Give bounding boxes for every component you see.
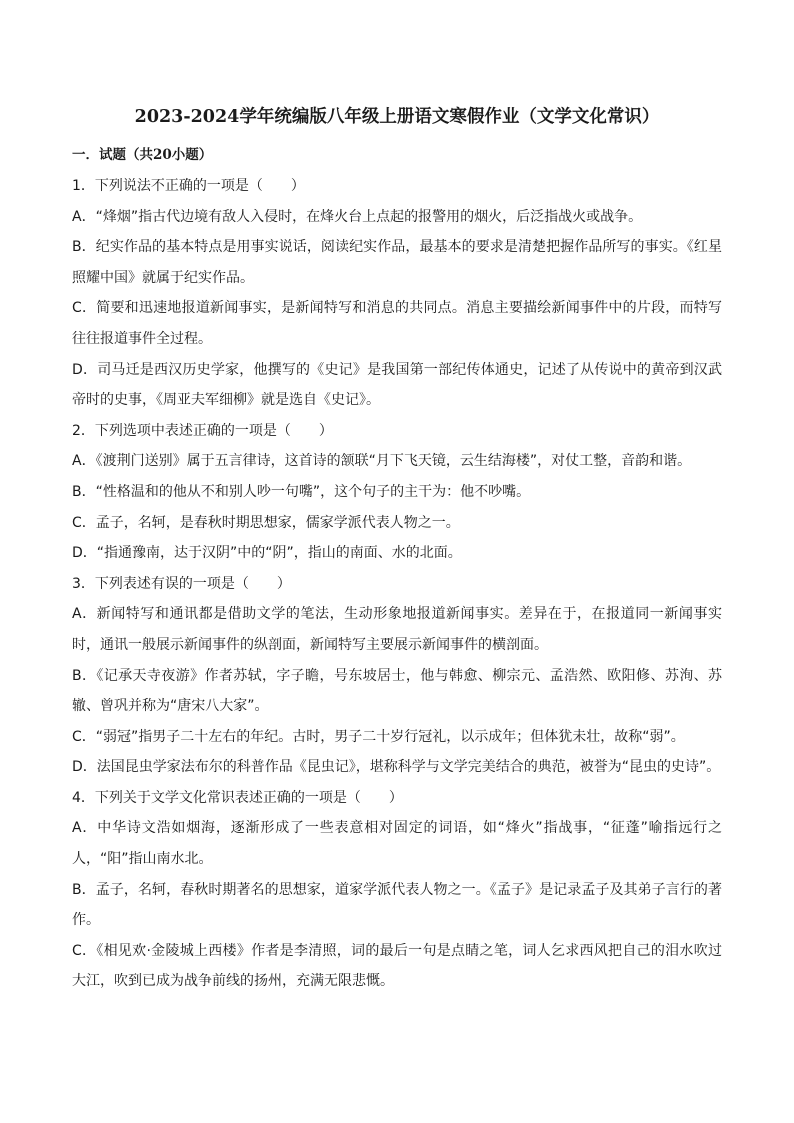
- option-c: C．简要和迅速地报道新闻事实，是新闻特写和消息的共同点。消息主要描绘新闻事件中的片段，而特写往往报道事件全过程。: [72, 300, 722, 347]
- option-a: A．“烽烟”指古代边境有敌人入侵时，在烽火台上点起的报警用的烟火，后泛指战火或战争。: [72, 208, 643, 225]
- option-c: C．孟子，名轲，是春秋时期思想家，儒家学派代表人物之一。: [72, 514, 460, 531]
- option-c: C．《相见欢·金陵城上西楼》作者是李清照，词的最后一句是点睛之笔，词人乞求西风把自己的泪水吹过大江，吹到已成为战争前线的扬州，充满无限悲慨。: [72, 942, 722, 990]
- option-d: D．司马迁是西汉历史学家，他撰写的《史记》是我国第一部纪传体通史，记述了从传说中的黄帝到汉武帝时的史事，《周亚夫军细柳》就是选自《史记》。: [72, 361, 722, 409]
- question-stem: 1．下列说法不正确的一项是（ ）: [72, 178, 305, 194]
- question-stem: 2．下列选项中表述正确的一项是（ ）: [72, 422, 333, 439]
- option-a: A．《渡荆门送别》属于五言律诗，这首诗的颔联“月下飞天镜，云生结海楼”，对仗工整，音韵和谐。: [72, 453, 692, 470]
- option-a: A．中华诗文浩如烟海，逐渐形成了一些表意相对固定的词语，如“烽火”指战事，“征蓬”喻指远行之人，“阳”指山南水北。: [72, 820, 722, 868]
- question-2: [72, 416, 722, 569]
- question-stem: 3．下列表述有误的一项是（ ）: [72, 575, 291, 592]
- option-d: D．“指通豫南，达于汉阴”中的“阴”，指山的南面、水的北面。: [72, 545, 462, 562]
- option-b: B．孟子，名轲，春秋时期著名的思想家，道家学派代表人物之一。《孟子》是记录孟子及其弟子言行的著作。: [72, 881, 722, 929]
- option-b: B．纪实作品的基本特点是用事实说话，阅读纪实作品，最基本的要求是清楚把握作品所写的事实。《红星照耀中国》就属于纪实作品。: [72, 239, 722, 286]
- page-title: 2023-2024学年统编版八年级上册语文寒假作业（文学文化常识）: [134, 107, 660, 127]
- question-stem: 4．下列关于文学文化常识表述正确的一项是（ ）: [72, 789, 403, 806]
- question-3: [72, 569, 722, 783]
- option-b: B．《记承天寺夜游》作者苏轼，字子瞻，号东坡居士，他与韩愈、柳宗元、孟浩然、欧阳修、苏洵、苏辙、曾巩并称为“唐宋八大家”。: [72, 667, 722, 715]
- question-4: [72, 783, 722, 997]
- option-a: A．新闻特写和通讯都是借助文学的笔法，生动形象地报道新闻事实。差异在于，在报道同一新闻事实时，通讯一般展示新闻事件的纵剖面，新闻特写主要展示新闻事件的横剖面。: [72, 606, 722, 653]
- option-b: B．“性格温和的他从不和别人吵一句嘴”，这个句子的主干为：他不吵嘴。: [72, 483, 531, 500]
- option-c: C．“弱冠”指男子二十左右的年纪。古时，男子二十岁行冠礼，以示成年；但体犹未壮，故称“弱”。: [72, 728, 685, 745]
- option-d: D．法国昆虫学家法布尔的科普作品《昆虫记》，堪称科学与文学完美结合的典范，被誉为“昆虫的史诗”。: [72, 759, 721, 776]
- section-heading: 一．试题（共20小题）: [72, 147, 213, 163]
- question-1: [72, 171, 722, 416]
